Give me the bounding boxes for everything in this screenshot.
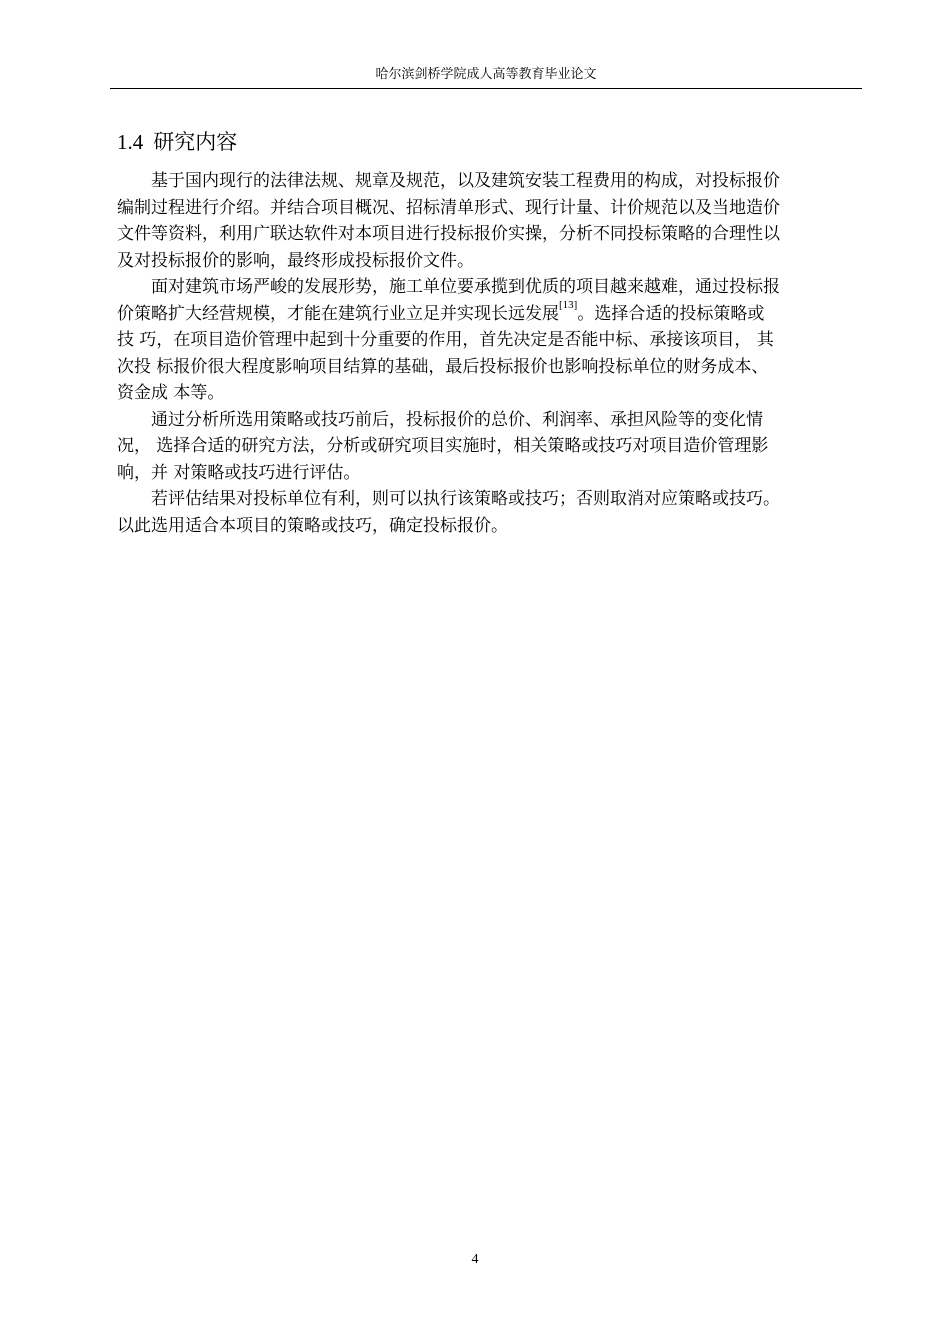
text-line: 基于国内现行的法律法规、规章及规范，以及建筑安装工程费用的构成，对投标报价 — [151, 171, 780, 191]
text-line: 编制过程进行介绍。并结合项目概况、招标清单形式、现行计量、计价规范以及当地造价 — [117, 197, 780, 218]
page-number: 4 — [471, 1252, 479, 1267]
paragraph-1 — [117, 168, 862, 274]
text-line: 资金成 本等。 — [117, 383, 225, 403]
citation-reference[interactable]: [13] — [559, 298, 578, 311]
paragraph-4 — [117, 486, 862, 539]
paragraph-2 — [117, 274, 862, 407]
text-line: 以此选用适合本项目的策略或技巧，确定投标报价。 — [117, 515, 508, 536]
text-line: 面对建筑市场严峻的发展形势，施工单位要承揽到优质的项目越来越难，通过投标报 — [151, 277, 780, 297]
section-title: 研究内容 — [153, 130, 238, 154]
paragraph-3 — [117, 407, 862, 487]
section-number: 1.4 — [117, 130, 144, 154]
text-line: 响，并 对策略或技巧进行评估。 — [117, 462, 361, 483]
page-header: 哈尔滨剑桥学院成人高等教育毕业论文 — [375, 67, 597, 82]
header-rule — [110, 88, 862, 89]
text-line: 次投 标报价很大程度影响项目结算的基础，最后投标报价也影响投标单位的财务成本、 — [117, 356, 769, 377]
text-line: 及对投标报价的影响，最终形成投标报价文件。 — [117, 250, 474, 271]
text-line — [117, 298, 862, 328]
text-line-segment: 。选择合适的投标策略或 — [577, 303, 765, 324]
text-line: 若评估结果对投标单位有利，则可以执行该策略或技巧；否则取消对应策略或技巧。 — [151, 489, 780, 509]
text-line: 况， 选择合适的研究方法，分析或研究项目实施时，相关策略或技巧对项目造价管理影 — [117, 436, 769, 456]
body-text — [117, 168, 862, 539]
text-line: 文件等资料，利用广联达软件对本项目进行投标报价实操，分析不同投标策略的合理性以 — [117, 224, 780, 244]
section-heading — [117, 128, 237, 156]
text-line: 通过分析所选用策略或技巧前后，投标报价的总价、利润率、承担风险等的变化情 — [151, 409, 763, 430]
text-line-segment: 价策略扩大经营规模，才能在建筑行业立足并实现长远发展 — [117, 303, 559, 324]
text-line: 技 巧，在项目造价管理中起到十分重要的作用，首先决定是否能中标、承接该项目， 其 — [117, 330, 774, 350]
